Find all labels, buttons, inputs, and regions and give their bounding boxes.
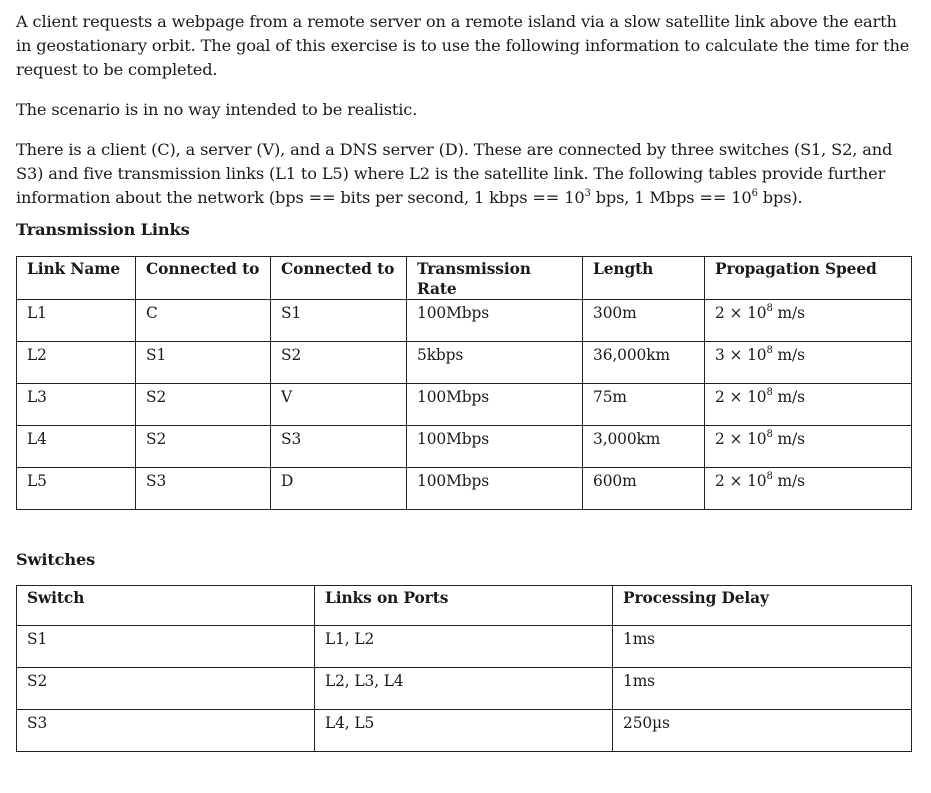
speed-base: 3 × 10 (715, 346, 767, 364)
p3-text-a: There is a client (C), a server (V), and a DNS server (D). These are connected by three switches (S1, S2, and S3) and five transmission links (L1 to L5) where L2 is the satellite link. The following tables provide further information about the network (bps == bits per second, 1 kbps == 10 (16, 140, 893, 207)
speed-exponent: 8 (766, 386, 773, 398)
table-row (17, 468, 912, 510)
rate-cell: 100Mbps (407, 426, 583, 468)
header-length: Length (583, 257, 705, 300)
speed-cell (705, 468, 912, 510)
connected-from-cell: S3 (136, 468, 271, 510)
switch-cell: S1 (17, 626, 315, 668)
link-name-cell: L5 (17, 468, 136, 510)
table-row (17, 342, 912, 384)
header-transmission-rate: Transmission Rate (407, 257, 583, 300)
link-name-cell: L4 (17, 426, 136, 468)
speed-unit: m/s (772, 430, 805, 448)
speed-base: 2 × 10 (715, 430, 767, 448)
speed-unit: m/s (772, 388, 805, 406)
connected-from-cell: S2 (136, 426, 271, 468)
ports-cell: L4, L5 (315, 710, 613, 752)
speed-cell (705, 300, 912, 342)
ports-cell: L1, L2 (315, 626, 613, 668)
speed-exponent: 8 (766, 302, 773, 314)
header-processing-delay: Processing Delay (613, 586, 912, 626)
speed-base: 2 × 10 (715, 472, 767, 490)
delay-cell: 250µs (613, 710, 912, 752)
header-link-name: Link Name (17, 257, 136, 300)
table-row (17, 668, 912, 710)
table-row (17, 626, 912, 668)
p3-text-b: bps, 1 Mbps == 10 (590, 188, 752, 207)
p3-exponent-2: 6 (751, 187, 758, 199)
link-name-cell: L1 (17, 300, 136, 342)
connected-to-cell: D (271, 468, 407, 510)
intro-paragraph-3 (16, 138, 911, 210)
link-name-cell: L2 (17, 342, 136, 384)
connected-to-cell: S2 (271, 342, 407, 384)
header-connected-to-b: Connected to (271, 257, 407, 300)
p3-text-c: bps). (757, 188, 803, 207)
header-links-on-ports: Links on Ports (315, 586, 613, 626)
header-propagation-speed: Propagation Speed (705, 257, 912, 300)
speed-exponent: 8 (766, 428, 773, 440)
switch-cell: S3 (17, 710, 315, 752)
delay-cell: 1ms (613, 668, 912, 710)
header-switch: Switch (17, 586, 315, 626)
table-row (17, 426, 912, 468)
speed-unit: m/s (772, 346, 805, 364)
length-cell: 3,000km (583, 426, 705, 468)
rate-cell: 5kbps (407, 342, 583, 384)
length-cell: 75m (583, 384, 705, 426)
table-header-row (17, 257, 912, 300)
connected-from-cell: S2 (136, 384, 271, 426)
speed-unit: m/s (772, 304, 805, 322)
length-cell: 600m (583, 468, 705, 510)
speed-cell (705, 426, 912, 468)
speed-base: 2 × 10 (715, 388, 767, 406)
header-connected-to-a: Connected to (136, 257, 271, 300)
speed-exponent: 8 (766, 344, 773, 356)
speed-cell (705, 342, 912, 384)
connected-to-cell: V (271, 384, 407, 426)
rate-cell: 100Mbps (407, 468, 583, 510)
speed-unit: m/s (772, 472, 805, 490)
delay-cell: 1ms (613, 626, 912, 668)
speed-base: 2 × 10 (715, 304, 767, 322)
connected-to-cell: S3 (271, 426, 407, 468)
speed-cell (705, 384, 912, 426)
table-row (17, 300, 912, 342)
rate-cell: 100Mbps (407, 384, 583, 426)
connected-from-cell: S1 (136, 342, 271, 384)
switches-table (16, 585, 912, 752)
transmission-links-table (16, 256, 912, 510)
link-name-cell: L3 (17, 384, 136, 426)
length-cell: 300m (583, 300, 705, 342)
connected-from-cell: C (136, 300, 271, 342)
ports-cell: L2, L3, L4 (315, 668, 613, 710)
table-row (17, 384, 912, 426)
p3-exponent-1: 3 (584, 187, 591, 199)
speed-exponent: 8 (766, 470, 773, 482)
rate-cell: 100Mbps (407, 300, 583, 342)
intro-paragraph-1: A client requests a webpage from a remote server on a remote island via a slow satellite link above the earth in geostationary orbit. The goal of this exercise is to use the following information to calculate the time for the request to be completed. (16, 12, 910, 79)
transmission-links-heading: Transmission Links (16, 220, 190, 239)
switches-heading: Switches (16, 550, 96, 569)
switch-cell: S2 (17, 668, 315, 710)
table-header-row (17, 586, 912, 626)
length-cell: 36,000km (583, 342, 705, 384)
table-row (17, 710, 912, 752)
intro-paragraph-2: The scenario is in no way intended to be realistic. (16, 100, 418, 119)
connected-to-cell: S1 (271, 300, 407, 342)
document-page (16, 10, 911, 752)
